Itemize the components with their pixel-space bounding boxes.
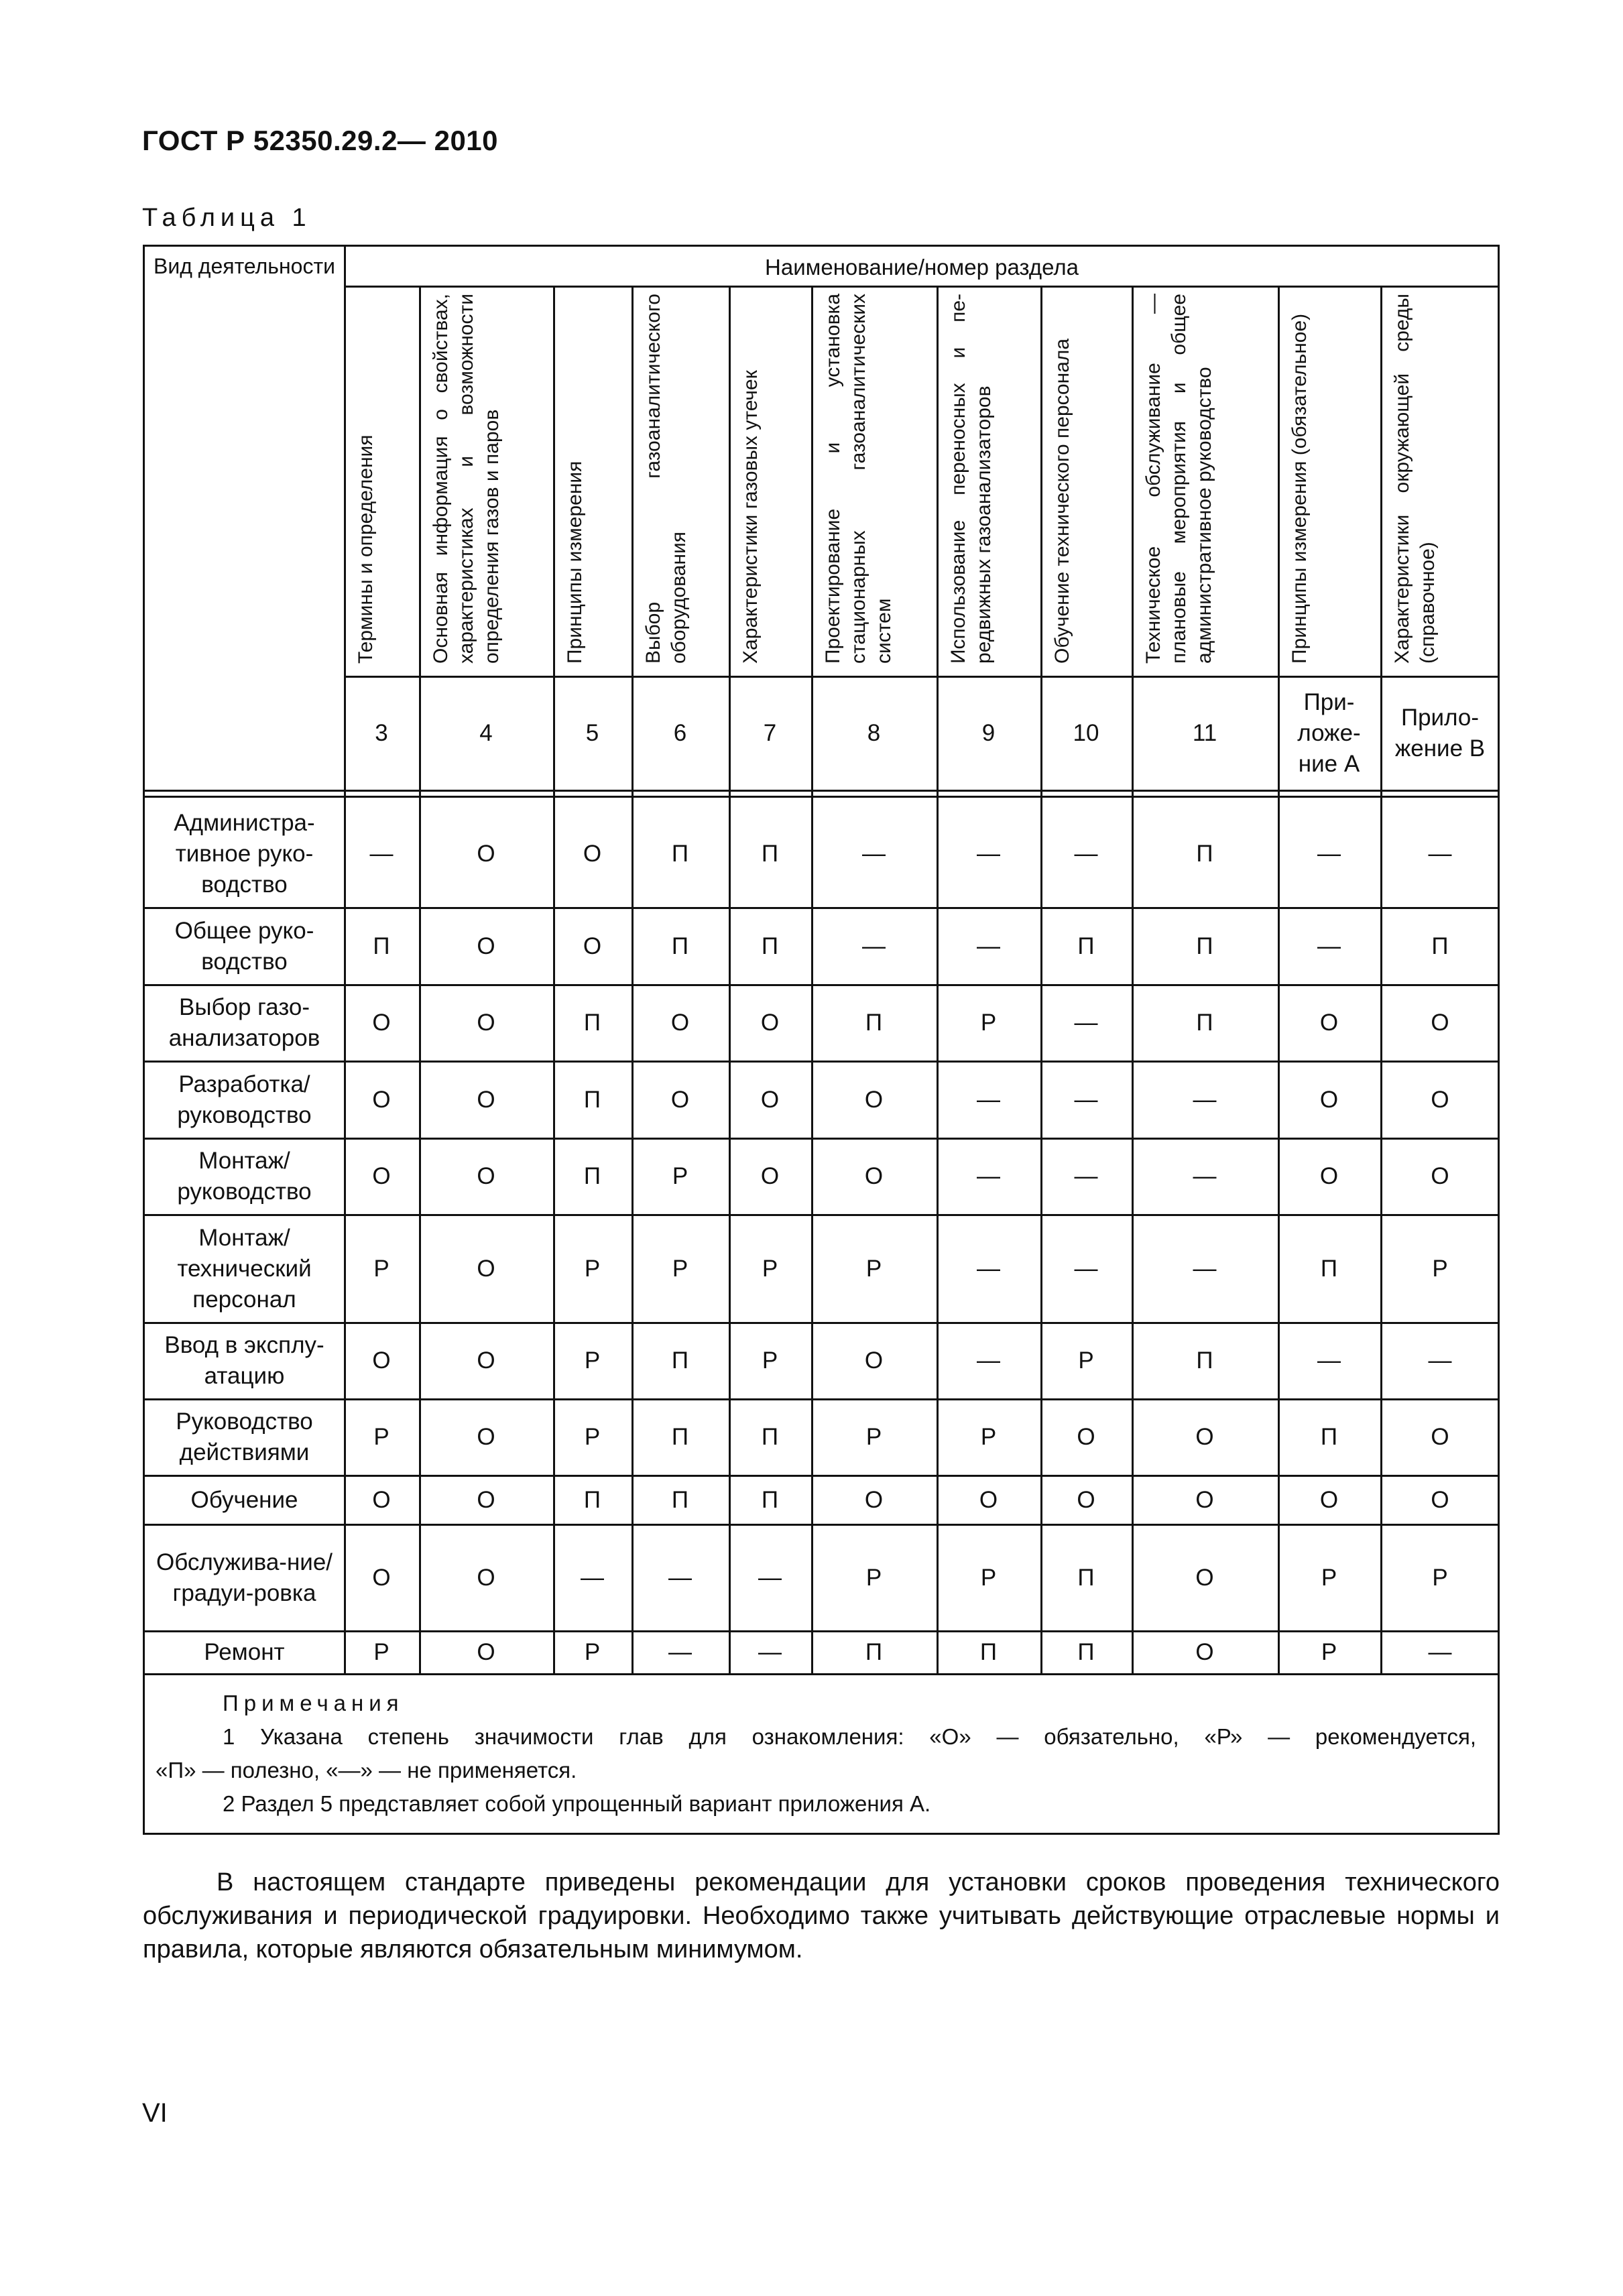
- section-number: 11: [1192, 719, 1217, 746]
- table-cell: О: [760, 1163, 780, 1189]
- table-cell: П: [761, 1424, 779, 1450]
- table-cell: О: [670, 1086, 690, 1113]
- table-cell: Р: [762, 1347, 778, 1374]
- table-cell: П: [671, 1424, 689, 1450]
- table-cell: О: [372, 1486, 391, 1513]
- table-cell: Р: [1432, 1255, 1448, 1282]
- table-cell: —: [862, 840, 886, 867]
- column-title: Характеристики газовых утечек: [739, 370, 762, 664]
- section-number: 5: [585, 719, 599, 746]
- table-cell: О: [1195, 1639, 1214, 1665]
- table-cell: —: [668, 1639, 692, 1665]
- document-header-id: ГОСТ Р 52350.29.2— 2010: [142, 125, 499, 156]
- table-cell: О: [372, 1564, 391, 1591]
- section-number: При-ложе-ние А: [1297, 688, 1361, 777]
- row-label: Обучение: [190, 1486, 298, 1513]
- table-cell: —: [758, 1639, 782, 1665]
- activity-sections-table: [143, 245, 1500, 1835]
- table-cell: П: [1196, 840, 1213, 867]
- table-cell: О: [477, 932, 495, 959]
- table-cell: О: [670, 1010, 690, 1036]
- table-cell: Р: [1321, 1564, 1337, 1591]
- table-cell: —: [1074, 1163, 1098, 1189]
- table-cell: О: [864, 1486, 884, 1513]
- row-label: Общее руко-водство: [174, 917, 314, 975]
- row-label: Руководство действиями: [176, 1408, 313, 1465]
- note-2: 2 Раздел 5 представляет собой упрощенный вариант приложения А.: [223, 1791, 931, 1816]
- table-cell: О: [477, 840, 495, 867]
- table-caption: Таблица 1: [142, 204, 312, 232]
- table-cell: О: [1195, 1564, 1214, 1591]
- table-cell: О: [1431, 1424, 1449, 1450]
- table-cell: П: [1077, 1564, 1095, 1591]
- table-cell: О: [1195, 1424, 1214, 1450]
- table-cell: —: [758, 1564, 782, 1591]
- table-cell: —: [1074, 1086, 1098, 1113]
- column-title: Характеристики окружающей среды (справочное): [1391, 294, 1439, 664]
- table-cell: О: [477, 1424, 495, 1450]
- table-cell: О: [477, 1486, 495, 1513]
- table-cell: —: [1428, 840, 1452, 867]
- table-cell: О: [760, 1086, 780, 1113]
- note-1-line-2: «П» — полезно, «—» — не применяется.: [156, 1758, 577, 1783]
- column-title: Термины и определения: [355, 434, 377, 664]
- table-cell: П: [865, 1639, 883, 1665]
- table-cell: О: [477, 1347, 495, 1374]
- table-cell: П: [761, 932, 779, 959]
- row-label: Монтаж/ руководство: [177, 1148, 312, 1205]
- table-cell: О: [979, 1486, 998, 1513]
- table-cell: П: [1320, 1255, 1338, 1282]
- table-cell: —: [977, 840, 1000, 867]
- table-cell: О: [1077, 1424, 1095, 1450]
- table-cell: О: [477, 1010, 495, 1036]
- table-cell: П: [583, 1086, 601, 1113]
- row-label: Выбор газо-анализаторов: [168, 994, 320, 1051]
- table-cell: О: [477, 1086, 495, 1113]
- table-cell: Р: [373, 1639, 389, 1665]
- table-cell: П: [979, 1639, 998, 1665]
- section-number: 8: [867, 719, 881, 746]
- table-cell: —: [977, 1163, 1000, 1189]
- column-title: Принципы измерения: [564, 461, 586, 664]
- table-cell: —: [1317, 1347, 1341, 1374]
- table-cell: —: [977, 1086, 1000, 1113]
- table-cell: —: [1428, 1347, 1452, 1374]
- table-cell: Р: [1321, 1639, 1337, 1665]
- column-title: Использование переносных и пе-редвижных газоанализаторов: [947, 294, 995, 664]
- table-cell: Р: [865, 1424, 882, 1450]
- note-1-line-1: 1 Указана степень значимости глав для ознакомления: «О» — обязательно, «Р» — рекомендуется,: [223, 1724, 1476, 1749]
- section-number: Прило-жение В: [1394, 704, 1486, 762]
- table-cell: О: [864, 1163, 884, 1189]
- table-cell: П: [1196, 1010, 1213, 1036]
- table-cell: О: [1319, 1086, 1339, 1113]
- table-cell: —: [977, 1255, 1000, 1282]
- table-cell: О: [1077, 1486, 1095, 1513]
- page-number: VI: [142, 2098, 168, 2128]
- table-cell: П: [671, 1347, 689, 1374]
- section-number: 10: [1073, 719, 1099, 746]
- table-cell: —: [1074, 1255, 1098, 1282]
- section-number: 4: [479, 719, 493, 746]
- table-cell: О: [1195, 1486, 1214, 1513]
- table-cell: —: [668, 1564, 692, 1591]
- column-title: Проектирование и установка стационарных газоаналитических систем: [822, 294, 895, 664]
- table-cell: О: [1319, 1163, 1339, 1189]
- table-cell: Р: [865, 1255, 882, 1282]
- table-cell: О: [1319, 1486, 1339, 1513]
- column-title: Основная информация о свойствах, характеристиках и возможности определения газов и паров: [430, 294, 503, 664]
- table-cell: О: [372, 1010, 391, 1036]
- table-cell: О: [372, 1163, 391, 1189]
- table-cell: О: [1431, 1163, 1449, 1189]
- table-cell: О: [477, 1163, 495, 1189]
- table-cell: О: [760, 1010, 780, 1036]
- row-label: Обслужива-ние/ градуи-ровка: [156, 1549, 333, 1606]
- table-cell: —: [581, 1564, 604, 1591]
- table-cell: П: [1320, 1424, 1338, 1450]
- body-paragraph-text: В настоящем стандарте приведены рекомендации для установки сроков проведения технического обслуживания и периодической градуировки. Необходимо также учитывать действующие отраслевые нормы и правила, которые являются обязательным минимумом.: [143, 1868, 1500, 1963]
- rule: [344, 286, 1500, 288]
- table-cell: О: [1319, 1010, 1339, 1036]
- table-cell: Р: [672, 1255, 688, 1282]
- section-number: 3: [375, 719, 388, 746]
- table-cell: П: [1077, 932, 1095, 959]
- section-number: 9: [981, 719, 996, 746]
- table-cell: О: [477, 1255, 495, 1282]
- table-cell: —: [1317, 840, 1341, 867]
- row-label: Монтаж/ технический персонал: [177, 1224, 312, 1313]
- row-label: Разработка/ руководство: [177, 1071, 312, 1128]
- table-cell: О: [372, 1347, 391, 1374]
- table-cell: —: [1193, 1163, 1217, 1189]
- table-cell: О: [1431, 1086, 1449, 1113]
- table-cell: —: [977, 1347, 1000, 1374]
- column-title: Принципы измерения (обязательное): [1288, 313, 1311, 664]
- row-label: Ремонт: [204, 1639, 285, 1665]
- table-cell: Р: [980, 1010, 997, 1036]
- table-cell: О: [583, 840, 602, 867]
- table-cell: О: [477, 1639, 495, 1665]
- table-cell: О: [372, 1086, 391, 1113]
- corner-label: Вид деятельности: [154, 254, 335, 278]
- column-title: Техническое обслуживание — плановые мероприятия и общее административное руководство: [1142, 294, 1215, 664]
- table-cell: О: [864, 1347, 884, 1374]
- table-cell: Р: [584, 1424, 601, 1450]
- table-cell: Р: [584, 1347, 601, 1374]
- table-cell: —: [1428, 1639, 1452, 1665]
- table-cell: П: [583, 1163, 601, 1189]
- table-cell: П: [583, 1010, 601, 1036]
- table-cell: —: [1193, 1086, 1217, 1113]
- table-cell: П: [671, 1486, 689, 1513]
- table-cell: П: [373, 932, 390, 959]
- notes-title: Примечания: [223, 1691, 404, 1715]
- column-group-header: Наименование/номер раздела: [765, 255, 1079, 280]
- table-cell: П: [1196, 1347, 1213, 1374]
- table-cell: Р: [1432, 1564, 1448, 1591]
- table-cell: —: [1074, 1010, 1098, 1036]
- table-cell: П: [1431, 932, 1449, 959]
- table-cell: Р: [1078, 1347, 1094, 1374]
- table-cell: Р: [584, 1255, 601, 1282]
- table-cell: П: [671, 840, 689, 867]
- section-number: 6: [673, 719, 687, 746]
- table-notes: [156, 1687, 1476, 1821]
- section-number: 7: [763, 719, 777, 746]
- body-paragraph: [143, 1866, 1500, 1966]
- table-cell: Р: [980, 1564, 997, 1591]
- double-rule: [145, 790, 1500, 798]
- table-cell: О: [1431, 1010, 1449, 1036]
- row-label: Ввод в эксплу-атацию: [164, 1332, 324, 1389]
- table-cell: —: [977, 932, 1000, 959]
- column-title: Обучение технического персонала: [1051, 338, 1073, 664]
- table-cell: Р: [672, 1163, 688, 1189]
- table-cell: —: [369, 840, 394, 867]
- table-cell: О: [1431, 1486, 1449, 1513]
- table-cell: Р: [373, 1255, 389, 1282]
- table-cell: П: [761, 840, 779, 867]
- table-cell: О: [477, 1564, 495, 1591]
- table-cell: —: [1317, 932, 1341, 959]
- table-cell: П: [671, 932, 689, 959]
- table-cell: П: [865, 1010, 883, 1036]
- table-cell: П: [761, 1486, 779, 1513]
- table-cell: П: [583, 1486, 601, 1513]
- table-cell: Р: [980, 1424, 997, 1450]
- table-cell: Р: [373, 1424, 389, 1450]
- table-cell: П: [1077, 1639, 1095, 1665]
- table-cell: Р: [762, 1255, 778, 1282]
- table-cell: Р: [584, 1639, 601, 1665]
- table-cell: Р: [865, 1564, 882, 1591]
- table-cell: —: [1193, 1255, 1217, 1282]
- table-cell: —: [862, 932, 886, 959]
- row-label: Администра-тивное руко-водство: [174, 809, 315, 898]
- table-cell: П: [1196, 932, 1213, 959]
- rule: [145, 1673, 1500, 1675]
- column-title: Выбор газоаналитического оборудования: [642, 294, 690, 664]
- table-cell: О: [583, 932, 602, 959]
- table-cell: О: [864, 1086, 884, 1113]
- table-cell: —: [1074, 840, 1098, 867]
